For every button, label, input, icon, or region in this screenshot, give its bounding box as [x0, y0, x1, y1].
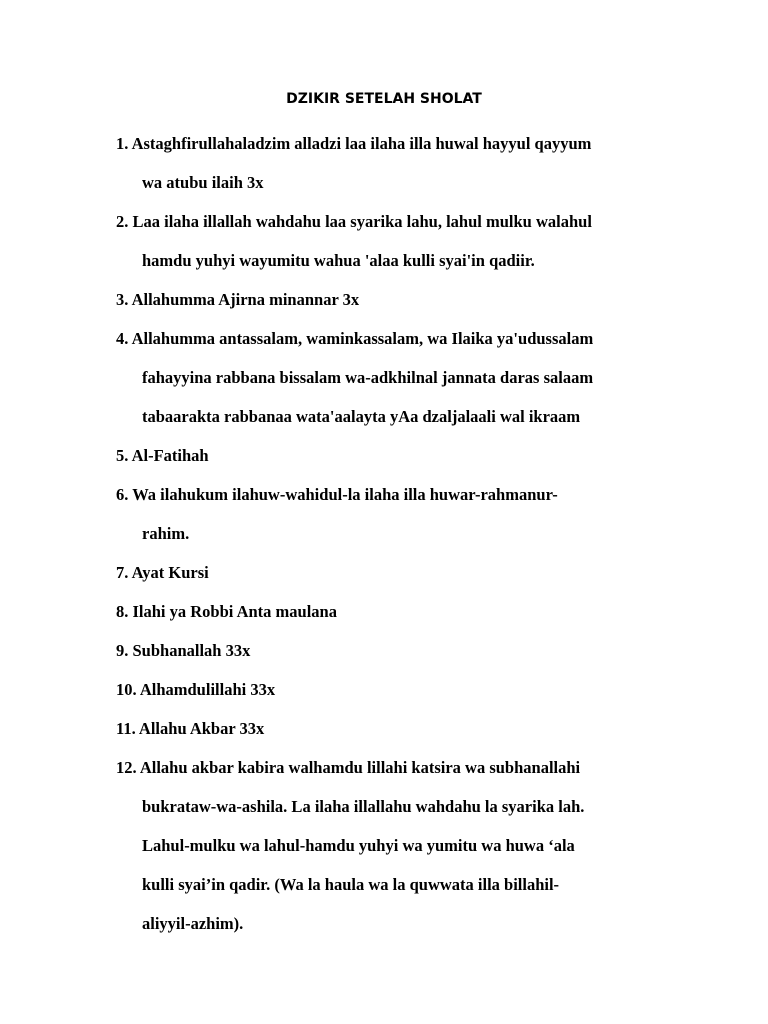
item-line: 9. Subhanallah 33x [116, 641, 251, 660]
item-line: 8. Ilahi ya Robbi Anta maulana [116, 602, 337, 621]
item-line: bukrataw-wa-ashila. La ilaha illallahu wahdahu la syarika lah. [142, 797, 585, 816]
list-item [116, 124, 656, 202]
item-line: wa atubu ilaih 3x [142, 173, 264, 192]
item-line: 5. Al-Fatihah [116, 446, 209, 465]
item-line: tabaarakta rabbanaa wata'aalayta yAa dzaljalaali wal ikraam [142, 407, 581, 426]
list-item [116, 709, 656, 748]
item-line: 12. Allahu akbar kabira walhamdu lillahi katsira wa subhanallahi [116, 758, 581, 777]
item-line: 4. Allahumma antassalam, waminkassalam, wa Ilaika ya'udussalam [116, 329, 594, 348]
page-title: DZIKIR SETELAH SHOLAT [286, 91, 482, 107]
item-line: 2. Laa ilaha illallah wahdahu laa syarika lahu, lahul mulku walahul [116, 212, 592, 231]
item-line: 6. Wa ilahukum ilahuw-wahidul-la ilaha illa huwar-rahmanur- [116, 485, 558, 504]
item-line: 11. Allahu Akbar 33x [116, 719, 265, 738]
list-item [116, 748, 656, 943]
item-line: 1. Astaghfirullahaladzim alladzi laa ilaha illa huwal hayyul qayyum [116, 134, 592, 153]
dzikir-list [116, 124, 656, 943]
item-line: hamdu yuhyi wayumitu wahua 'alaa kulli syai'in qadiir. [142, 251, 535, 270]
list-item [116, 319, 656, 436]
item-line: kulli syai’in qadir. (Wa la haula wa la quwwata illa billahil- [142, 875, 560, 894]
list-item [116, 202, 656, 280]
list-item [116, 553, 656, 592]
list-item [116, 631, 656, 670]
item-line: fahayyina rabbana bissalam wa-adkhilnal jannata daras salaam [142, 368, 594, 387]
item-line: Lahul-mulku wa lahul-hamdu yuhyi wa yumitu wa huwa ‘ala [142, 836, 575, 855]
item-line: 10. Alhamdulillahi 33x [116, 680, 276, 699]
list-item [116, 475, 656, 553]
item-line: 7. Ayat Kursi [116, 563, 209, 582]
item-line: aliyyil-azhim). [142, 914, 244, 933]
item-line: 3. Allahumma Ajirna minannar 3x [116, 290, 360, 309]
list-item [116, 670, 656, 709]
list-item [116, 436, 656, 475]
item-line: rahim. [142, 524, 190, 543]
list-item [116, 280, 656, 319]
list-item [116, 592, 656, 631]
